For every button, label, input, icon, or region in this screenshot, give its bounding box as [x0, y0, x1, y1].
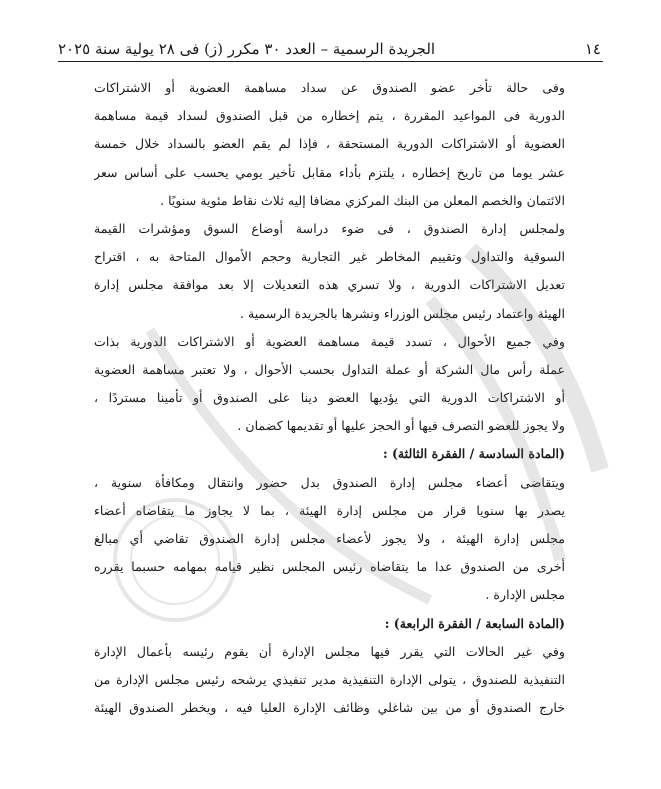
section-heading: (المادة السابعة / الفقرة الرابعة) :	[384, 615, 565, 631]
text-line: ولمجلس إدارة الصندوق ، فى ضوء دراسة أوضاع السوق ومؤشرات القيمة	[94, 220, 565, 236]
text-line: وفي جميع الأحوال ، تسدد قيمة مساهمة العضوية أو الاشتراكات الدورية بذات	[94, 333, 565, 349]
section-heading: (المادة السادسة / الفقرة الثالثة) :	[382, 446, 565, 462]
header-title: الجريدة الرسمية – العدد ٣٠ مكرر (ز) فى ٢٨ يولية سنة ٢٠٢٥	[58, 40, 436, 58]
text-line: ولا يجوز للعضو التصرف فيها أو الحجز عليها أو تقديمها كضمان .	[237, 418, 565, 434]
page-header	[58, 34, 601, 58]
header-rule	[58, 61, 603, 62]
text-line: العضوية أو الاشتراكات الدورية المستحقة ، فإذا لم يقم العضو بالسداد خلال خمسة	[94, 136, 565, 152]
text-line: أو الاشتراكات الدورية التي يؤديها العضو دينا على الصندوق أو تأمينا مستردًا ،	[94, 390, 565, 406]
text-line: تعديل الاشتراكات الدورية ، ولا تسري هذه التعديلات إلا بعد موافقة مجلس إدارة	[94, 277, 565, 293]
page-number: ١٤	[584, 40, 601, 58]
text-line: ويتقاضى أعضاء مجلس إدارة الصندوق بدل حضور وانتقال ومكافأة سنوية ،	[94, 474, 565, 490]
text-line: مجلس إدارة الهيئة ، ولا يجوز لأعضاء مجلس إدارة الصندوق تقاضي أي مبالغ	[94, 531, 565, 546]
text-line: الدورية فى المواعيد المقررة ، يتم إخطاره من قبل الصندوق لسداد قيمة مساهمة	[94, 108, 565, 124]
text-line: مجلس الإدارة .	[485, 587, 565, 603]
text-line: يصدر بها سنويا قرار من مجلس إدارة الهيئة ، بما لا يجاوز ما يتقاضاه أعضاء	[94, 502, 565, 518]
text-line: الهيئة واعتماد رئيس مجلس الوزراء ونشرها بالجريدة الرسمية .	[239, 305, 565, 321]
text-line: وفى حالة تأخر عضو الصندوق عن سداد مساهمة العضوية أو الاشتراكات	[94, 80, 565, 95]
text-line: عملة رأس مال الشركة أو عملة التداول بحسب الأحوال ، ولا تعتبر مساهمة العضوية	[94, 361, 565, 377]
text-line: التنفيذية للصندوق ، يتولى الإدارة التنفيذية مدير تنفيذي يرشحه رئيس مجلس الإدارة من	[94, 671, 565, 687]
text-line: عشر يوما من تاريخ إخطاره ، يلتزم بأداء مقابل تأخير يومي يحسب على أساس سعر	[94, 164, 565, 180]
text-line: الائتمان والخصم المعلن من البنك المركزي مضافا إليه ثلاث نقاط مئوية سنويًا .	[160, 192, 565, 208]
text-line: السوقية والتداول وتقييم المخاطر غير التجارية وحجم الأموال المتاحة به ، اقتراح	[94, 249, 565, 265]
text-line: وفي غير الحالات التي يقرر فيها مجلس الإدارة أن يقوم رئيسه بأعمال الإدارة	[94, 643, 565, 659]
text-line: خارج الصندوق أو من بين شاغلي وظائف الإدارة العليا فيه ، ويخطر الصندوق الهيئة	[94, 700, 565, 716]
body-text	[94, 74, 565, 722]
text-line: أخرى من الصندوق عدا ما يتقاضاه رئيس المجلس نظير قيامه بمهامه حسبما يقرره	[94, 559, 565, 575]
